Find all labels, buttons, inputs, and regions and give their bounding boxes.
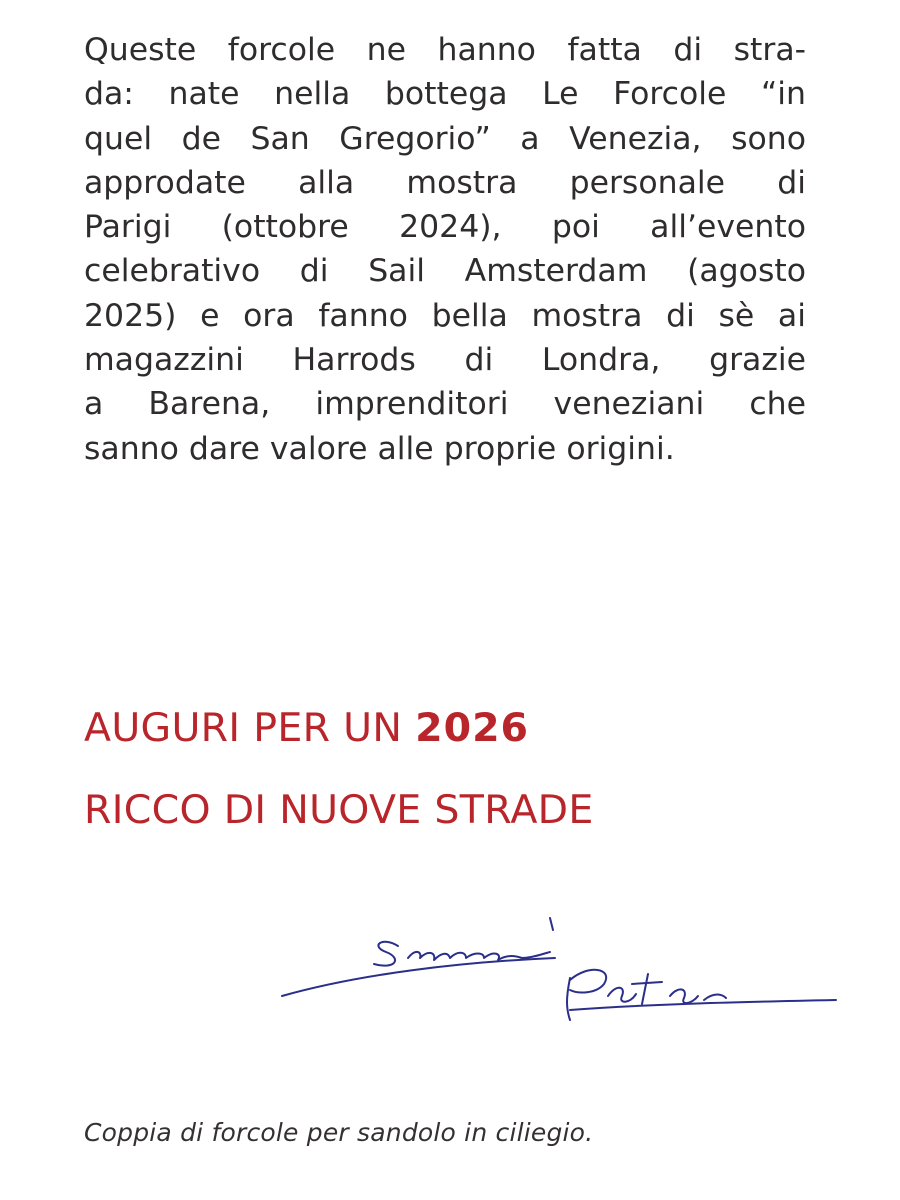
greeting-line-2: RICCO DI NUOVE STRADE	[84, 787, 594, 833]
signature	[270, 900, 850, 1030]
body-line: sanno dare valore alle proprie origini.	[84, 430, 675, 467]
body-line: 2025) e ora fanno bella mostra di sè ai	[84, 297, 806, 334]
greeting-line-1	[84, 687, 804, 769]
body-line: Queste forcole ne hanno fatta di stra-	[84, 32, 806, 68]
body-line: da: nate nella bottega Le Forcole “in	[84, 76, 806, 113]
greeting-prefix: AUGURI PER UN	[84, 705, 403, 751]
body-line: approdate alla mostra personale di	[84, 164, 806, 201]
body-paragraph	[84, 28, 806, 471]
body-line: magazzini Harrods di Londra, grazie	[84, 342, 806, 379]
body-line: a Barena, imprenditori veneziani che	[84, 386, 806, 423]
image-caption: Coppia di forcole per sandolo in ciliegio.	[84, 1118, 594, 1147]
greeting-message	[84, 687, 804, 851]
greeting-year: 2026	[415, 705, 530, 751]
body-line: Parigi (ottobre 2024), poi all’evento	[84, 209, 806, 246]
body-line: celebrativo di Sail Amsterdam (agosto	[84, 253, 806, 290]
body-line: quel de San Gregorio” a Venezia, sono	[84, 120, 806, 157]
